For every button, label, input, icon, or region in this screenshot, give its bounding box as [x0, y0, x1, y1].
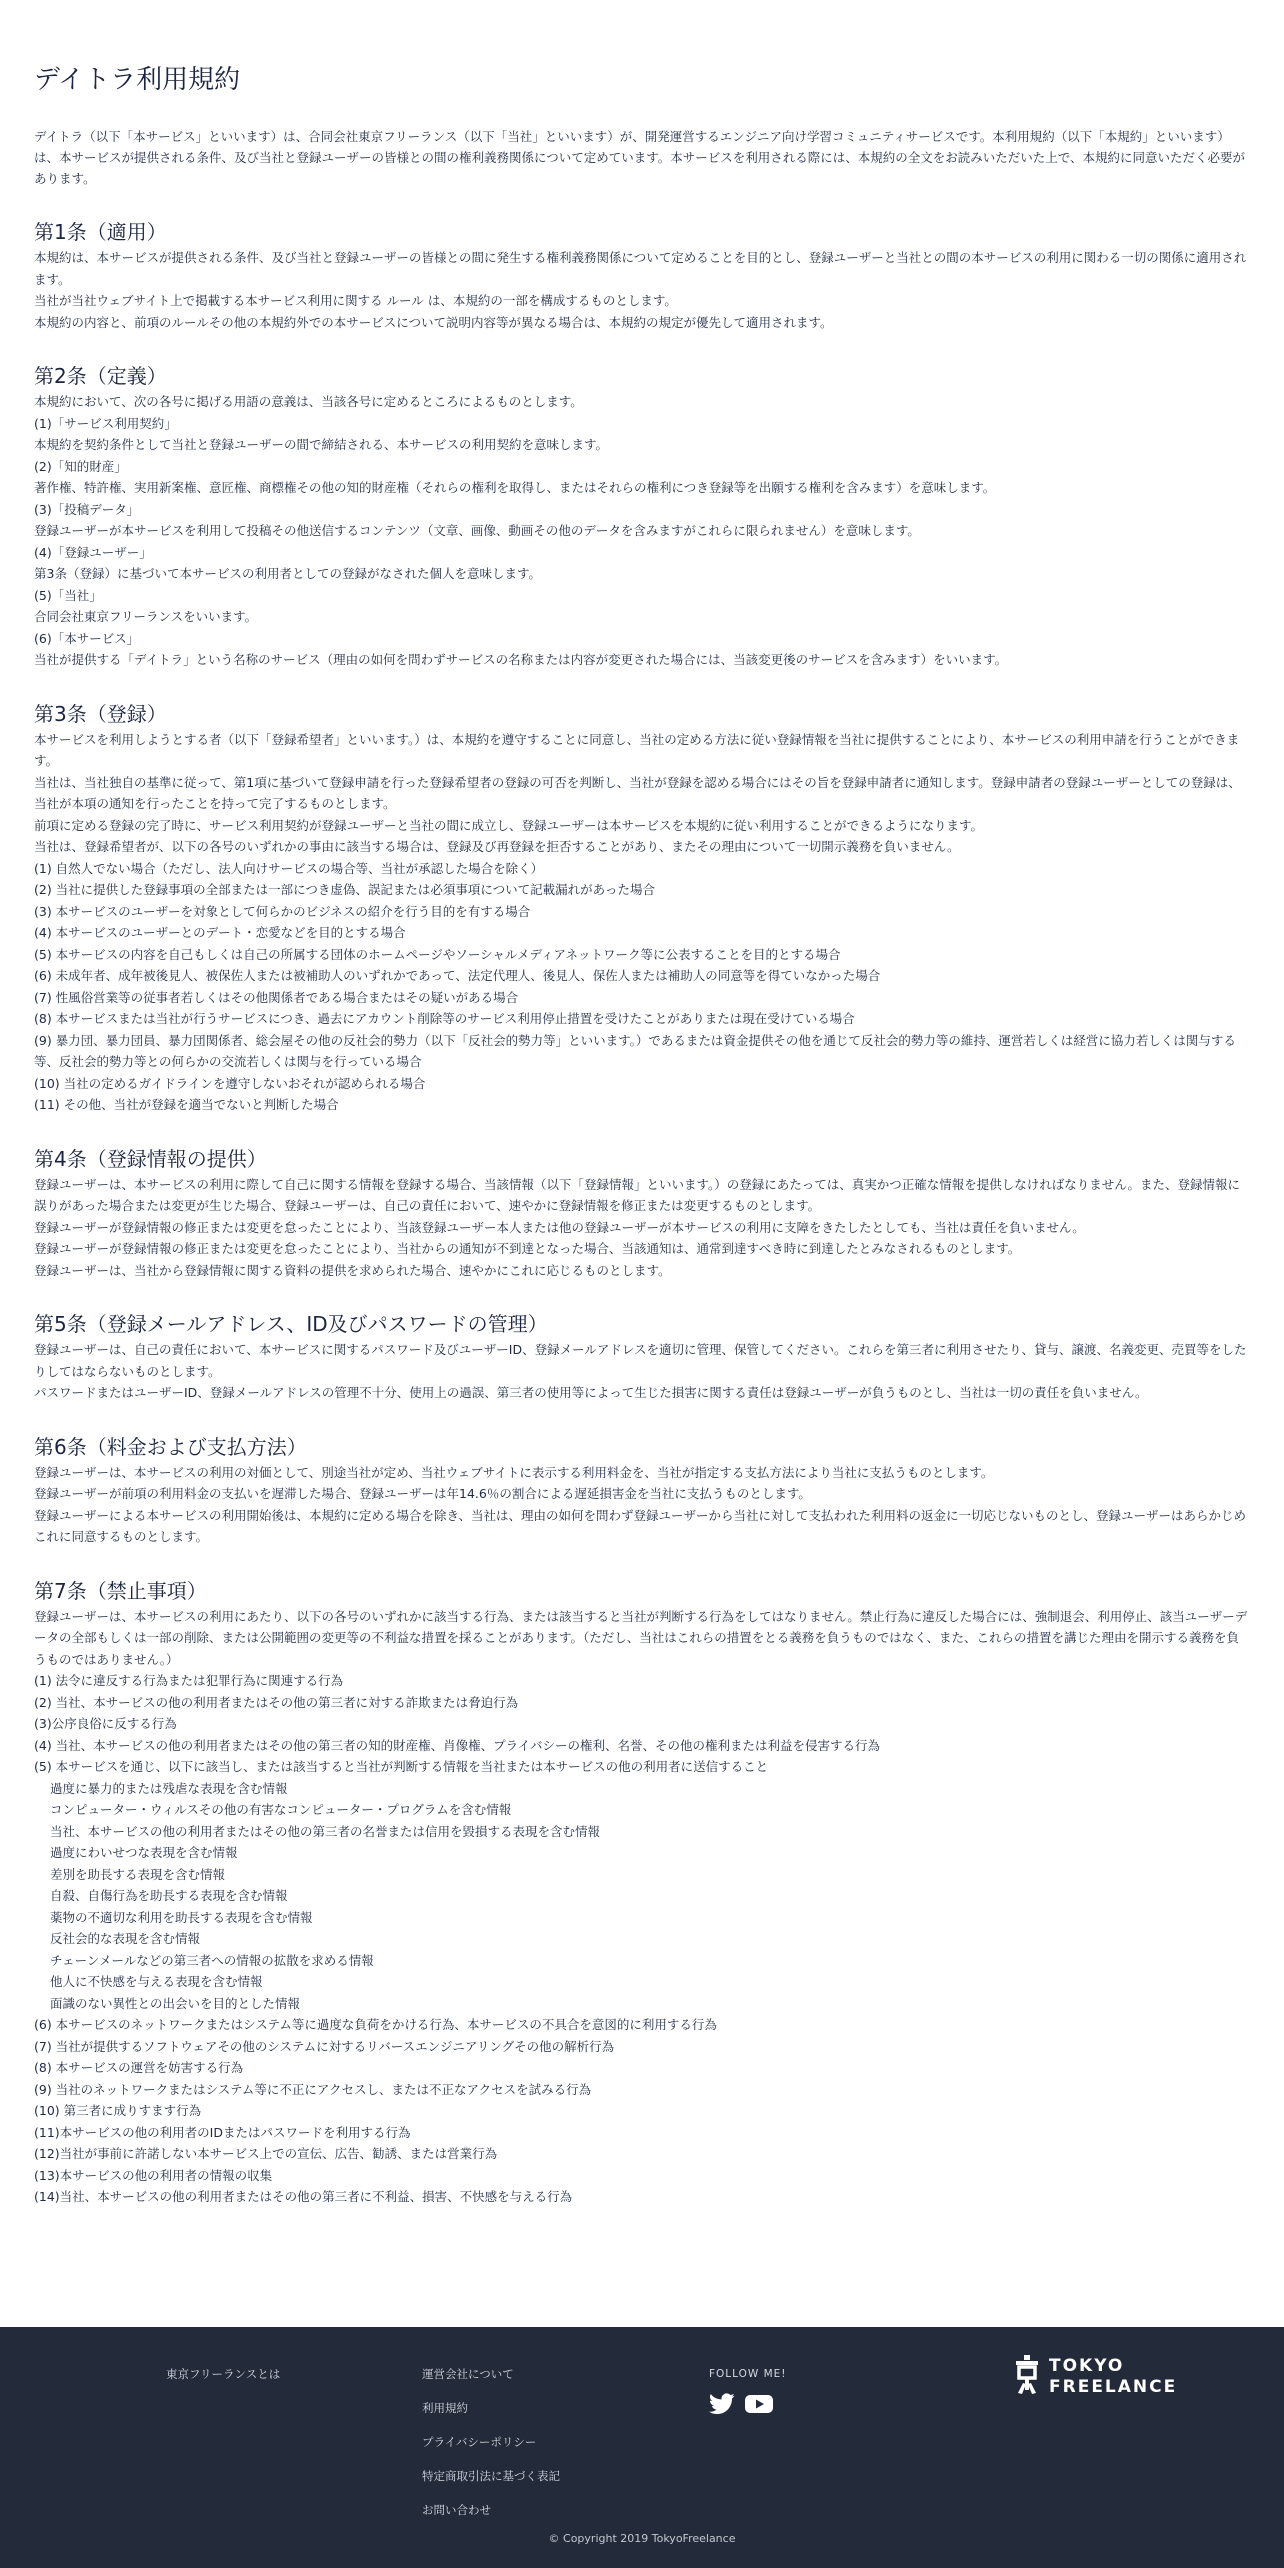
article-heading: 第4条（登録情報の提供）: [34, 1146, 267, 1171]
twitter-icon[interactable]: [709, 2393, 735, 2415]
article-heading: 第1条（適用）: [34, 220, 167, 244]
footer-link-privacy[interactable]: プライバシーポリシー: [422, 2435, 537, 2449]
article-section: [34, 1434, 1250, 1548]
articles-list: [34, 219, 1250, 2208]
article-line: (5) 本サービスを通じ、以下に該当し、または該当すると当社が判断する情報を当社または本サービスの他の利用者に送信すること: [34, 1759, 769, 1774]
brand-line-1: TOKYO: [1049, 2356, 1125, 2376]
article-line: (2) 当社に提供した登録事項の全部または一部につき虚偽、誤記または必須事項について記載漏れがあった場合: [34, 882, 656, 897]
intro-paragraph: デイトラ（以下「本サービス」といいます）は、合同会社東京フリーランス（以下「当社」といいます）が、開発運営するエンジニア向け学習コミュニティサービスです。本利用規約（以下「本規約」といいます）は、本サービスが提供される条件、及び当社と登録ユーザーの皆様との間の権利義務関係について定めています。本サービスを利用される際には、本規約の全文をお読みいただいた上で、本規約に同意いただく必要があります。: [34, 129, 1246, 186]
footer-link-about-tokyo-freelance[interactable]: 東京フリーランスとは: [166, 2367, 281, 2381]
article-line: 本規約は、本サービスが提供される条件、及び当社と登録ユーザーの皆様との間に発生する権利義務関係について定めることを目的とし、登録ユーザーと当社との間の本サービスの利用に関わる一切の関係に適用されます。: [34, 250, 1247, 287]
article-line: チェーンメールなどの第三者への情報の拡散を求める情報: [50, 1952, 374, 1968]
article-line: 当社が当社ウェブサイト上で掲載する本サービス利用に関する ルール は、本規約の一部を構成するものとします。: [34, 293, 677, 308]
social-links: [709, 2393, 787, 2415]
article-line: (7) 性風俗営業等の従事者若しくはその他関係者である場合またはその疑いがある場合: [34, 989, 519, 1005]
brand-logo[interactable]: [1015, 2355, 1177, 2399]
article-line: (5) 本サービスの内容を自己もしくは自己の所属する団体のホームページやソーシャルメディアネットワーク等に公表することを目的とする場合: [34, 946, 841, 962]
article-line: (1)「サービス利用契約」: [34, 415, 177, 431]
article-line: 登録ユーザーが登録情報の修正または変更を怠ったことにより、当社からの通知が不到達となった場合、当該通知は、通常到達すべき時に到達したとみなされるものとします。: [34, 1241, 1021, 1256]
article-line: 過度に暴力的または残虐な表現を含む情報: [50, 1780, 288, 1796]
article-line: 登録ユーザーは、本サービスの利用に際して自己に関する情報を登録する場合、当該情報（以下「登録情報」といいます。）の登録にあたっては、真実かつ正確な情報を提供しなければなりません。また、登録情報に誤りがあった場合または変更が生じた場合、登録ユーザーは、自己の責任において、速やかに登録情報を修正または変更するものとします。: [34, 1176, 1241, 1213]
article-line: 登録ユーザーが登録情報の修正または変更を怠ったことにより、当該登録ユーザー本人または他の登録ユーザーが本サービスの利用に支障をきたしたとしても、当社は責任を負いません。: [34, 1219, 1085, 1235]
article-line: (4) 当社、本サービスの他の利用者またはその他の第三者の知的財産権、肖像権、プライバシーの権利、名誉、その他の権利または利益を侵害する行為: [34, 1737, 881, 1753]
article-heading: 第2条（定義）: [34, 364, 167, 388]
article-line: 著作権、特許権、実用新案権、意匠権、商標権その他の知的財産権（それらの権利を取得し、またはそれらの権利につき登録等を出願する権利を含みます）を意味します。: [34, 480, 996, 495]
article-line: (1) 法令に違反する行為または犯罪行為に関連する行為: [34, 1673, 344, 1688]
article-line: (10) 当社の定めるガイドラインを遵守しないおそれが認められる場合: [34, 1075, 426, 1091]
article-line: (6)「本サービス」: [34, 630, 140, 646]
article-line: 登録ユーザーは、本サービスの利用にあたり、以下の各号のいずれかに該当する行為、または該当すると当社が判断する行為をしてはなりません。禁止行為に違反した場合には、強制退会、利用停止、該当ユーザーデータの全部もしくは一部の削除、または公開範囲の変更等の不利益な措置を採ることがあります。（ただし、当社はこれらの措置をとる義務を負うものではなく、また、これらの措置を講じた理由を開示する義務を負うものではありません。）: [34, 1608, 1248, 1667]
footer-column-social: [709, 2357, 787, 2415]
article-line: (2) 当社、本サービスの他の利用者またはその他の第三者に対する詐欺または脅迫行為: [34, 1694, 519, 1710]
brand-line-2: FREELANCE: [1049, 2377, 1178, 2397]
article-line: 合同会社東京フリーランスをいいます。: [34, 609, 258, 624]
brand-wordmark: [1049, 2356, 1177, 2398]
article-line: (8) 本サービスまたは当社が行うサービスにつき、過去にアカウント削除等のサービス利用停止措置を受けたことがありまたは現在受けている場合: [34, 1011, 855, 1026]
article-line: (4) 本サービスのユーザーとのデート・恋愛などを目的とする場合: [34, 925, 406, 940]
article-line: (8) 本サービスの運営を妨害する行為: [34, 2060, 244, 2075]
article-line: (11)本サービスの他の利用者のIDまたはパスワードを利用する行為: [34, 2124, 411, 2140]
youtube-icon[interactable]: [745, 2393, 771, 2415]
page-title: デイトラ利用規約: [34, 65, 241, 95]
article-line: 前項に定める登録の完了時に、サービス利用契約が登録ユーザーと当社の間に成立し、登録ユーザーは本サービスを本規約に従い利用することができるようになります。: [34, 817, 984, 833]
article-line: 登録ユーザーが本サービスを利用して投稿その他送信するコンテンツ（文章、画像、動画その他のデータを含みますがこれらに限られません）を意味します。: [34, 523, 920, 538]
article-line: パスワードまたはユーザーID、登録メールアドレスの管理不十分、使用上の過誤、第三者の使用等によって生じた損害に関する責任は登録ユーザーが負うものとし、当社は一切の責任を負いません。: [34, 1385, 1148, 1400]
article-line: 登録ユーザーによる本サービスの利用開始後は、本規約に定める場合を除き、当社は、理由の如何を問わず登録ユーザーから当社に対して支払われた利用料の返金に一切応じないものとし、登録ユーザーはあらかじめこれに同意するものとします。: [34, 1507, 1247, 1544]
article-line: 当社が提供する「デイトラ」という名称のサービス（理由の如何を問わずサービスの名称または内容が変更された場合には、当該変更後のサービスを含みます）をいいます。: [34, 652, 1008, 667]
article-line: (3) 本サービスのユーザーを対象として何らかのビジネスの紹介を行う目的を有する場合: [34, 903, 531, 919]
article-line: 登録ユーザーは、本サービスの利用の対価として、別途当社が定め、当社ウェブサイトに表示する利用料金を、当社が指定する支払方法により当社に支払うものとします。: [34, 1464, 994, 1480]
article-line: (6) 本サービスのネットワークまたはシステム等に過度な負荷をかける行為、本サービスの不具合を意図的に利用する行為: [34, 2017, 717, 2032]
article-line: (3)「投稿データ」: [34, 501, 140, 517]
footer-link-commercial-law[interactable]: 特定商取引法に基づく表記: [422, 2469, 560, 2483]
article-line: (9) 暴力団、暴力団員、暴力団関係者、総会屋その他の反社会的勢力（以下「反社会的勢力等」といいます。）であるまたは資金提供その他を通じて反社会的勢力等の維持、運営若しくは経営に協力若しくは関与する等、反社会的勢力等との何らかの交流若しくは関与を行っている場合: [34, 1032, 1236, 1069]
site-footer: [0, 2327, 1284, 2568]
article-line: コンピューター・ウィルスその他の有害なコンピューター・プログラムを含む情報: [50, 1802, 512, 1817]
article-line: 自殺、自傷行為を助長する表現を含む情報: [50, 1888, 288, 1903]
article-line: 本規約において、次の各号に掲げる用語の意義は、当該各号に定めるところによるものとします。: [34, 394, 583, 409]
article-line: 第3条（登録）に基づいて本サービスの利用者としての登録がなされた個人を意味します。: [34, 566, 541, 581]
article-section: [34, 363, 1250, 671]
article-section: [34, 1311, 1250, 1404]
article-line: (6) 未成年者、成年被後見人、被保佐人または被補助人のいずれかであって、法定代理人、後見人、保佐人または補助人の同意等を得ていなかった場合: [34, 968, 881, 983]
article-line: 当社、本サービスの他の利用者またはその他の第三者の名誉または信用を毀損する表現を含む情報: [50, 1823, 601, 1839]
article-line: 当社は、登録希望者が、以下の各号のいずれかの事由に該当する場合は、登録及び再登録を拒否することがあり、またその理由について一切開示義務を負いません。: [34, 839, 960, 854]
footer-link-contact[interactable]: お問い合わせ: [422, 2503, 491, 2517]
article-line: (9) 当社のネットワークまたはシステム等に不正にアクセスし、または不正なアクセスを試みる行為: [34, 2081, 592, 2097]
article-line: 差別を助長する表現を含む情報: [50, 1866, 226, 1882]
article-line: 登録ユーザーは、当社から登録情報に関する資料の提供を求められた場合、速やかにこれに応じるものとします。: [34, 1262, 671, 1278]
article-line: (1) 自然人でない場合（ただし、法人向けサービスの場合等、当社が承認した場合を除く）: [34, 860, 544, 876]
footer-link-company[interactable]: 運営会社について: [422, 2367, 514, 2381]
article-heading: 第5条（登録メールアドレス、ID及びパスワードの管理）: [34, 1312, 548, 1336]
article-line: 本規約を契約条件として当社と登録ユーザーの間で締結される、本サービスの利用契約を意味します。: [34, 437, 609, 452]
article-line: (3)公序良俗に反する行為: [34, 1716, 177, 1731]
article-line: 薬物の不適切な利用を助長する表現を含む情報: [50, 1909, 313, 1925]
article-line: 当社は、当社独自の基準に従って、第1項に基づいて登録申請を行った登録希望者の登録の可否を判断し、当社が登録を認める場合にはその旨を登録申請者に通知します。登録申請者の登録ユーザーとしての登録は、当社が本項の通知を行ったことを持って完了するものとします。: [34, 774, 1241, 811]
footer-column-about: [166, 2357, 280, 2391]
article-line: 本サービスを利用しようとする者（以下「登録希望者」といいます。）は、本規約を遵守することに同意し、当社の定める方法に従い登録情報を当社に提供することにより、本サービスの利用申請を行うことができます。: [34, 731, 1240, 768]
article-line: (13)本サービスの他の利用者の情報の収集: [34, 2167, 273, 2183]
article-line: (14)当社、本サービスの他の利用者またはその他の第三者に不利益、損害、不快感を与える行為: [34, 2189, 573, 2204]
footer-column-links: [422, 2357, 560, 2527]
tokyo-freelance-logo-icon: [1015, 2355, 1039, 2399]
footer-link-terms[interactable]: 利用規約: [422, 2401, 468, 2415]
article-heading: 第7条（禁止事項）: [34, 1578, 207, 1603]
article-line: (10) 第三者に成りすます行為: [34, 2103, 202, 2118]
article-section: [34, 701, 1250, 1116]
article-section: [34, 1146, 1250, 1282]
article-line: (2)「知的財産」: [34, 458, 127, 474]
article-line: 登録ユーザーが前項の利用料金の支払いを遅滞した場合、登録ユーザーは年14.6％の割合による遅延損害金を当社に支払うものとします。: [34, 1486, 811, 1501]
article-line: (11) その他、当社が登録を適当でないと判断した場合: [34, 1097, 339, 1112]
article-line: (4)「登録ユーザー」: [34, 544, 152, 560]
article-line: 登録ユーザーは、自己の責任において、本サービスに関するパスワード及びユーザーID、登録メールアドレスを適切に管理、保管してください。これらを第三者に利用させたり、貸与、譲渡、名義変更、売買等をしたりしてはならないものとします。: [34, 1342, 1247, 1379]
follow-label: FOLLOW ME!: [709, 2368, 787, 2380]
article-line: 反社会的な表現を含む情報: [50, 1931, 201, 1946]
article-section: [34, 1578, 1250, 2208]
article-line: 他人に不快感を与える表現を含む情報: [50, 1974, 263, 1989]
article-heading: 第6条（料金および支払方法）: [34, 1434, 307, 1459]
article-line: 過度にわいせつな表現を含む情報: [50, 1845, 238, 1860]
copyright-text: © Copyright 2019 TokyoFreelance: [548, 2532, 736, 2545]
article-line: (12)当社が事前に許諾しない本サービス上での宣伝、広告、勧誘、または営業行為: [34, 2146, 498, 2161]
article-line: 面識のない異性との出会いを目的とした情報: [50, 1995, 301, 2011]
article-line: (5)「当社」: [34, 587, 102, 603]
article-line: 本規約の内容と、前項のルールその他の本規約外での本サービスについて説明内容等が異なる場合は、本規約の規定が優先して適用されます。: [34, 314, 833, 330]
article-heading: 第3条（登録）: [34, 701, 167, 726]
article-section: [34, 219, 1250, 333]
article-line: (7) 当社が提供するソフトウェアその他のシステムに対するリバースエンジニアリングその他の解析行為: [34, 2038, 615, 2054]
